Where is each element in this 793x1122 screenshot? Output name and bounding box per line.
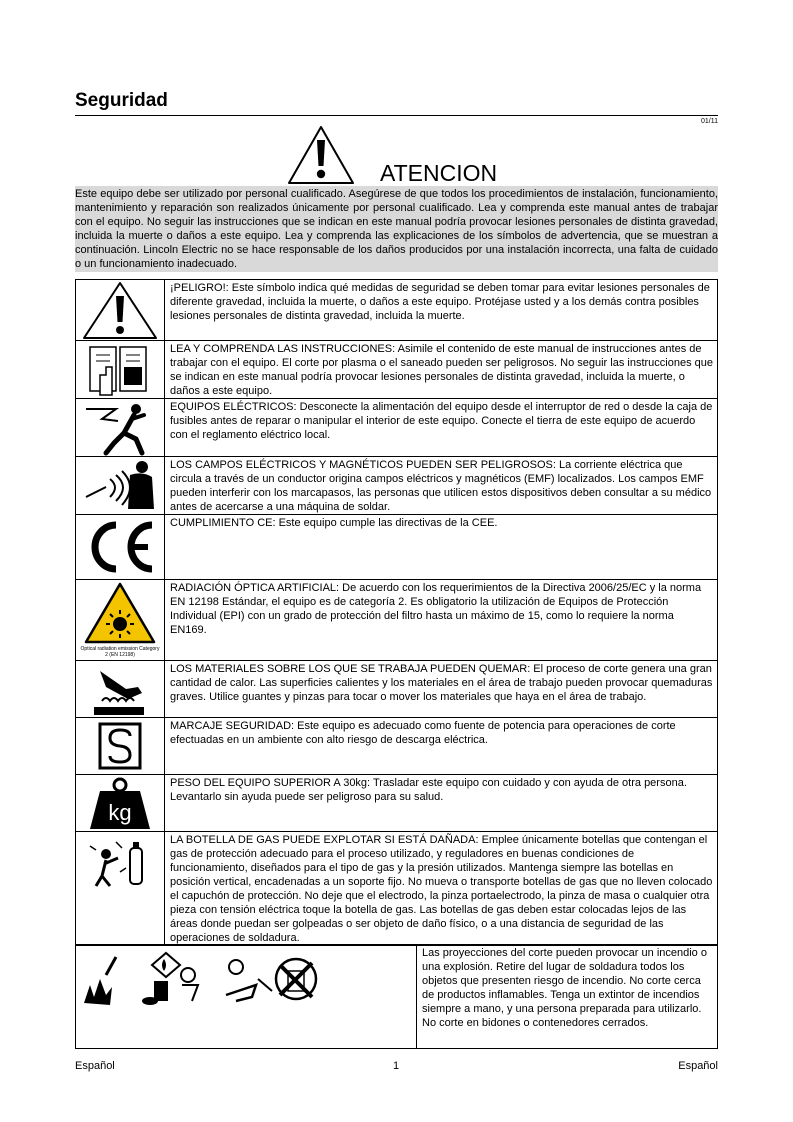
gas-cylinder-icon <box>76 832 165 946</box>
s-mark-icon <box>76 718 165 775</box>
read-manual-icon <box>76 341 165 399</box>
safety-row <box>76 341 718 399</box>
safety-table <box>75 279 718 946</box>
safety-text: MARCAJE SEGURIDAD: Este equipo es adecuado como fuente de potencia para operaciones de corte efectuadas en un ambiente con alto riesgo de descarga eléctrica. <box>165 718 718 775</box>
safety-text: LEA Y COMPRENDA LAS INSTRUCCIONES: Asimile el contenido de este manual de instrucciones antes de trabajar con el equipo. El corte por plasma o el saneado pueden ser peligrosos. No seguir las instrucciones que se indican en este manual podría provocar lesiones personales de distinta gravedad, incluida la muerte, o daños a este equipo. <box>165 341 718 399</box>
optical-caption: Optical radiation emission Category 2 (EN 12198) <box>80 646 160 658</box>
safety-row <box>76 280 718 341</box>
hot-surface-icon <box>76 661 165 718</box>
footer-left: Español <box>75 1060 115 1072</box>
electric-shock-icon <box>76 399 165 457</box>
safety-text: LA BOTELLA DE GAS PUEDE EXPLOTAR SI ESTÁ DAÑADA: Emplee únicamente botellas que contengan el gas de protección adecuado para el proceso utilizado, y reguladores en buenas condiciones de funcionamiento, diseñados para el tipo de gas y la presión utilizados. Mantenga siempre las botellas en posición vertical, encadenadas a un soporte fijo. No mueva o transporte botellas de gas que no lleven colocado el capuchón de protección. No deje que el electrodo, la pinza portaelectrodo, la pinza de masa o cualquier otra pieza con tensión eléctrica toque la botella de gas. Las botellas de gas deben estar colocadas lejos de las áreas donde puedan ser golpeadas o ser objeto de daño físico, o a una distancia de seguridad de las operaciones de soldadura. <box>165 832 718 946</box>
warning-triangle-icon <box>76 280 165 341</box>
safety-row <box>76 945 718 1049</box>
safety-text: ¡PELIGRO!: Este símbolo indica qué medidas de seguridad se deben tomar para evitar lesiones personales de diferente gravedad, incluida la muerte, o daños a este equipo. Protéjase usted y a los demás contra posibles lesiones personales de distinta gravedad, incluida la muerte. <box>165 280 718 341</box>
safety-row <box>76 399 718 457</box>
safety-row <box>76 775 718 832</box>
page-title: Seguridad <box>75 90 168 111</box>
safety-text: EQUIPOS ELÉCTRICOS: Desconecte la alimentación del equipo desde el interruptor de red o desde la caja de fusibles antes de reparar o manipular el interior de este equipo. Conecte el tierra de este equipo de acuerdo con el reglamento eléctrico local. <box>165 399 718 457</box>
footer-right: Español <box>678 1060 718 1072</box>
optical-radiation-icon <box>76 580 165 661</box>
atencion-heading: ATENCION <box>380 160 498 186</box>
safety-text: Las proyecciones del corte pueden provocar un incendio o una explosión. Retire del lugar de soldadura todos los objetos que presenten riesgo de incendio. No corte cerca de productos inflamables. Tenga un extintor de incendios siempre a mano, y una persona preparada para utilizarlo. No corte en bidones o contenedores cerrados. <box>417 945 718 1049</box>
safety-text: RADIACIÓN ÓPTICA ARTIFICIAL: De acuerdo con los requerimientos de la Directiva 2006/25/EC y la norma EN 12198 Estándar, el equipo es de categoría 2. Es obligatorio la utilización de Equipos de Protección Individual (EPI) con un grado de protección del filtro hasta un máximo de 15, como lo requiere la norma EN169. <box>165 580 718 661</box>
safety-text: CUMPLIMIENTO CE: Este equipo cumple las directivas de la CEE. <box>165 515 718 580</box>
fire-hazard-icons <box>76 945 417 1049</box>
kg-label: kg <box>108 800 132 825</box>
atencion-intro: Este equipo debe ser utilizado por personal cualificado. Asegúrese de que todos los procedimientos de instalación, funcionamiento, mantenimiento y reparación son realizados únicamente por personal cualificado. Lea y comprenda este manual antes de trabajar con el equipo. No seguir las instrucciones que se indican en este manual podría provocar lesiones personales de distinta gravedad, incluida la muerte o daños a este equipo. Lea y comprenda las explicaciones de los símbolos de advertencia, que se muestran a continuación. Lincoln Electric no se hace responsable de los daños producidos por una instalación incorrecta, una falta de cuidado o un funcionamiento inadecuado. <box>75 188 718 270</box>
safety-row <box>76 515 718 580</box>
title-rule <box>75 115 718 116</box>
safety-row <box>76 718 718 775</box>
emf-hazard-icon <box>76 457 165 515</box>
safety-row <box>76 457 718 515</box>
fire-table <box>75 944 718 1049</box>
doc-code: 01/11 <box>701 118 718 125</box>
safety-row <box>76 661 718 718</box>
safety-text: PESO DEL EQUIPO SUPERIOR A 30kg: Trasladar este equipo con cuidado y con ayuda de otra persona. Levantarlo sin ayuda puede ser peligroso para su salud. <box>165 775 718 832</box>
warning-triangle-icon <box>286 124 356 186</box>
page-number: 1 <box>393 1060 400 1072</box>
safety-text: LOS MATERIALES SOBRE LOS QUE SE TRABAJA PUEDEN QUEMAR: El proceso de corte genera una gran cantidad de calor. Las superficies calientes y los materiales en el área de trabajo pueden provocar quemaduras graves. Utilice guantes y pinzas para tocar o mover los materiales que haya en el área de trabajo. <box>165 661 718 718</box>
weight-kg-icon <box>76 775 165 832</box>
safety-text: LOS CAMPOS ELÉCTRICOS Y MAGNÉTICOS PUEDEN SER PELIGROSOS: La corriente eléctrica que circula a través de un conductor origina campos eléctricos y magnéticos (EMF) localizados. Los campos EMF pueden interferir con los marcapasos, las personas que utilicen estos dispositivos deben consultar a su médico antes de acercarse a una máquina de soldar. <box>165 457 718 515</box>
safety-row <box>76 580 718 661</box>
safety-row <box>76 832 718 946</box>
ce-mark-icon <box>76 515 165 580</box>
